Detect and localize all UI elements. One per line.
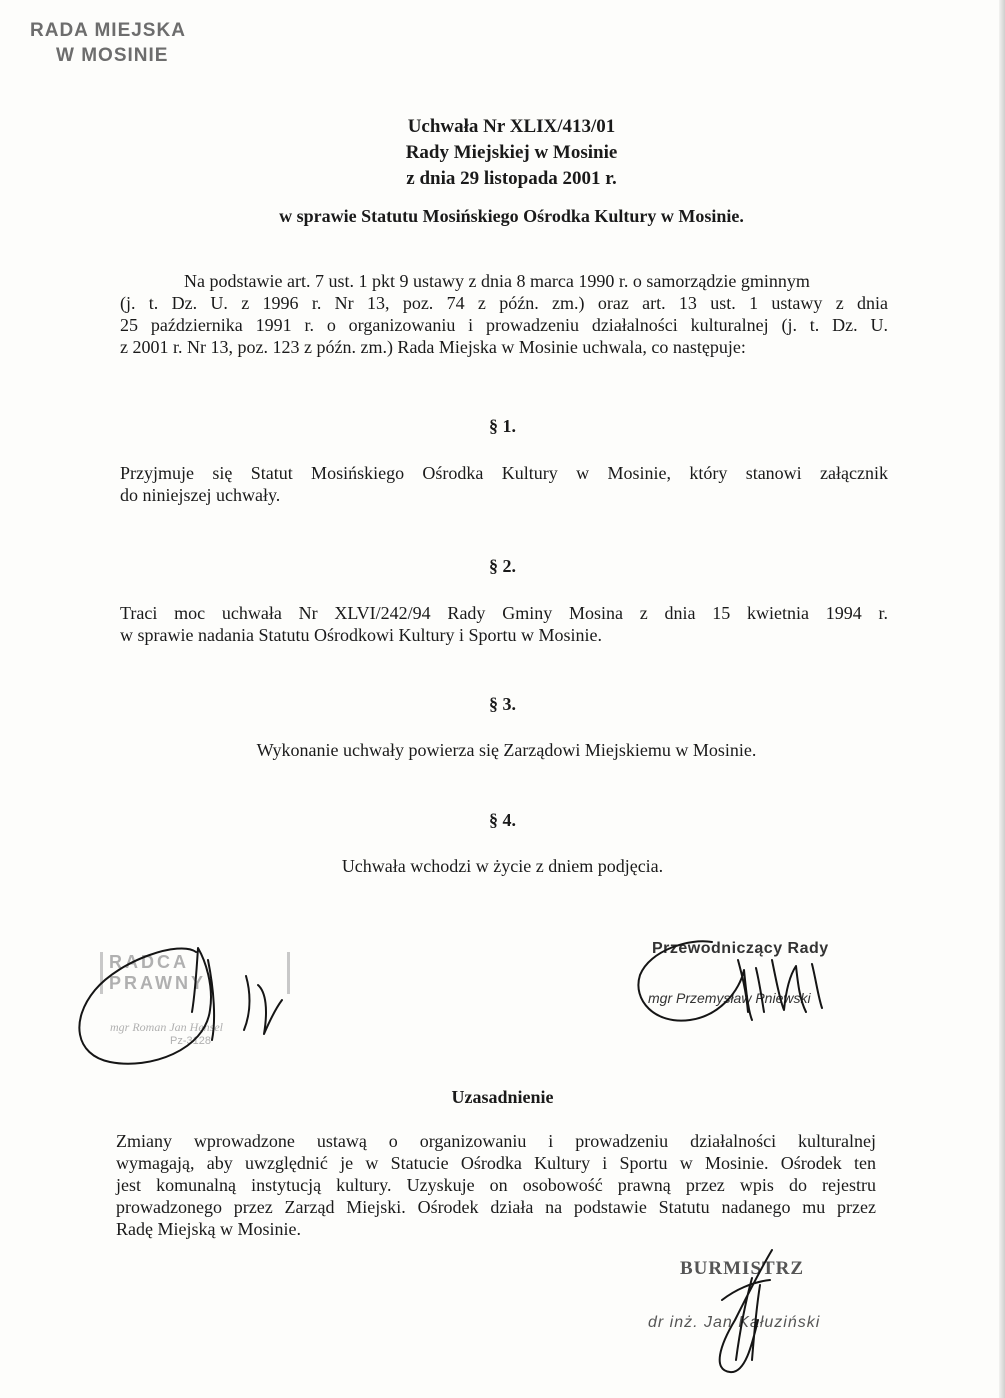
section-3-mark	[0, 694, 1005, 715]
justification-paragraph	[116, 1130, 876, 1240]
preamble-line1: Na podstawie art. 7 ust. 1 pkt 9 ustawy z dnia 8 marca 1990 r. o samorządzie gminnym	[184, 271, 810, 291]
section-2-line1: Traci moc uchwała Nr XLVI/242/94 Rady Gminy Mosina z dnia 15 kwietnia 1994 r.	[120, 603, 888, 623]
justification-heading-text: Uzasadnienie	[451, 1087, 554, 1107]
justification-line1: Zmiany wprowadzone ustawą o organizowaniu i prowadzeniu działalności kulturalnej	[116, 1131, 876, 1151]
legal-counsel-number: Pz-3128	[170, 1035, 211, 1047]
council-chair-stamp	[648, 940, 829, 1006]
section-1-mark-text: § 1.	[489, 416, 516, 436]
section-3-line1: Wykonanie uchwały powierza się Zarządowi Miejskiemu w Mosinie.	[256, 740, 757, 760]
legal-counsel-name: mgr Roman Jan Hensel	[110, 1020, 223, 1034]
section-1-line2: do niniejszej uchwały.	[120, 485, 281, 505]
justification-line4: prowadzonego przez Zarząd Miejski. Ośrodek działa na podstawie Statutu nadanego mu przez	[116, 1197, 876, 1217]
chair-name: mgr Przemysław Pniewski	[648, 990, 811, 1006]
section-2-mark	[0, 556, 1005, 577]
section-1-text	[120, 462, 888, 506]
preamble-line4: z 2001 r. Nr 13, poz. 123 z późn. zm.) Rada Miejska w Mosinie uchwala, co następuje:	[120, 337, 746, 357]
mayor-role: BURMISTRZ	[680, 1258, 805, 1279]
resolution-title	[0, 114, 1005, 192]
section-2-text	[120, 602, 888, 646]
legal-counsel-stamp	[100, 952, 290, 1047]
section-2-mark-text: § 2.	[489, 556, 516, 576]
section-1-line1: Przyjmuje się Statut Mosińskiego Ośrodka Kultury w Mosinie, który stanowi załącznik	[120, 463, 888, 483]
header-stamp-line1: RADA MIEJSKA	[30, 20, 186, 41]
legal-counsel-role: RADCA PRAWNY	[100, 952, 290, 994]
justification-line2: wymagają, aby uwzględnić je w Statucie Ośrodka Kultury i Sportu w Mosinie. Ośrodek ten	[116, 1153, 876, 1173]
title-line2: Rady Miejskiej w Mosinie	[405, 142, 618, 163]
title-line3: z dnia 29 listopada 2001 r.	[406, 168, 617, 189]
section-4-mark	[0, 810, 1005, 831]
preamble-line3: 25 października 1991 r. o organizowaniu i prowadzeniu działalności kulturalnej (j. t. Dz. U.	[120, 315, 888, 335]
justification-line5: Radę Miejską w Mosinie.	[116, 1219, 301, 1239]
mayor-stamp	[648, 1258, 820, 1332]
section-3-text	[0, 740, 1005, 761]
header-stamp-line2: W MOSINIE	[56, 45, 169, 66]
mayor-name: dr inż. Jan Kałuziński	[648, 1314, 821, 1331]
council-header-stamp	[30, 18, 186, 68]
section-2-line2: w sprawie nadania Statutu Ośrodkowi Kultury i Sportu w Mosinie.	[120, 625, 602, 645]
justification-heading	[0, 1084, 1005, 1110]
preamble-paragraph	[120, 270, 888, 358]
justification-line3: jest komunalną instytucją kultury. Uzyskuje on osobowość prawną przez wpis do rejestru	[116, 1175, 876, 1195]
title-line1: Uchwała Nr XLIX/413/01	[407, 116, 616, 137]
chair-role: Przewodniczący Rady	[652, 940, 829, 957]
section-1-mark	[0, 416, 1005, 437]
section-4-text	[0, 856, 1005, 877]
resolution-subject	[0, 206, 1005, 227]
section-4-line1: Uchwała wchodzi w życie z dniem podjęcia.	[341, 856, 664, 876]
subject-text: w sprawie Statutu Mosińskiego Ośrodka Kultury w Mosinie.	[279, 206, 744, 226]
preamble-line2: (j. t. Dz. U. z 1996 r. Nr 13, poz. 74 z późn. zm.) oraz art. 13 ust. 1 ustawy z dnia	[120, 293, 888, 313]
section-3-mark-text: § 3.	[489, 694, 516, 714]
section-4-mark-text: § 4.	[489, 810, 516, 830]
